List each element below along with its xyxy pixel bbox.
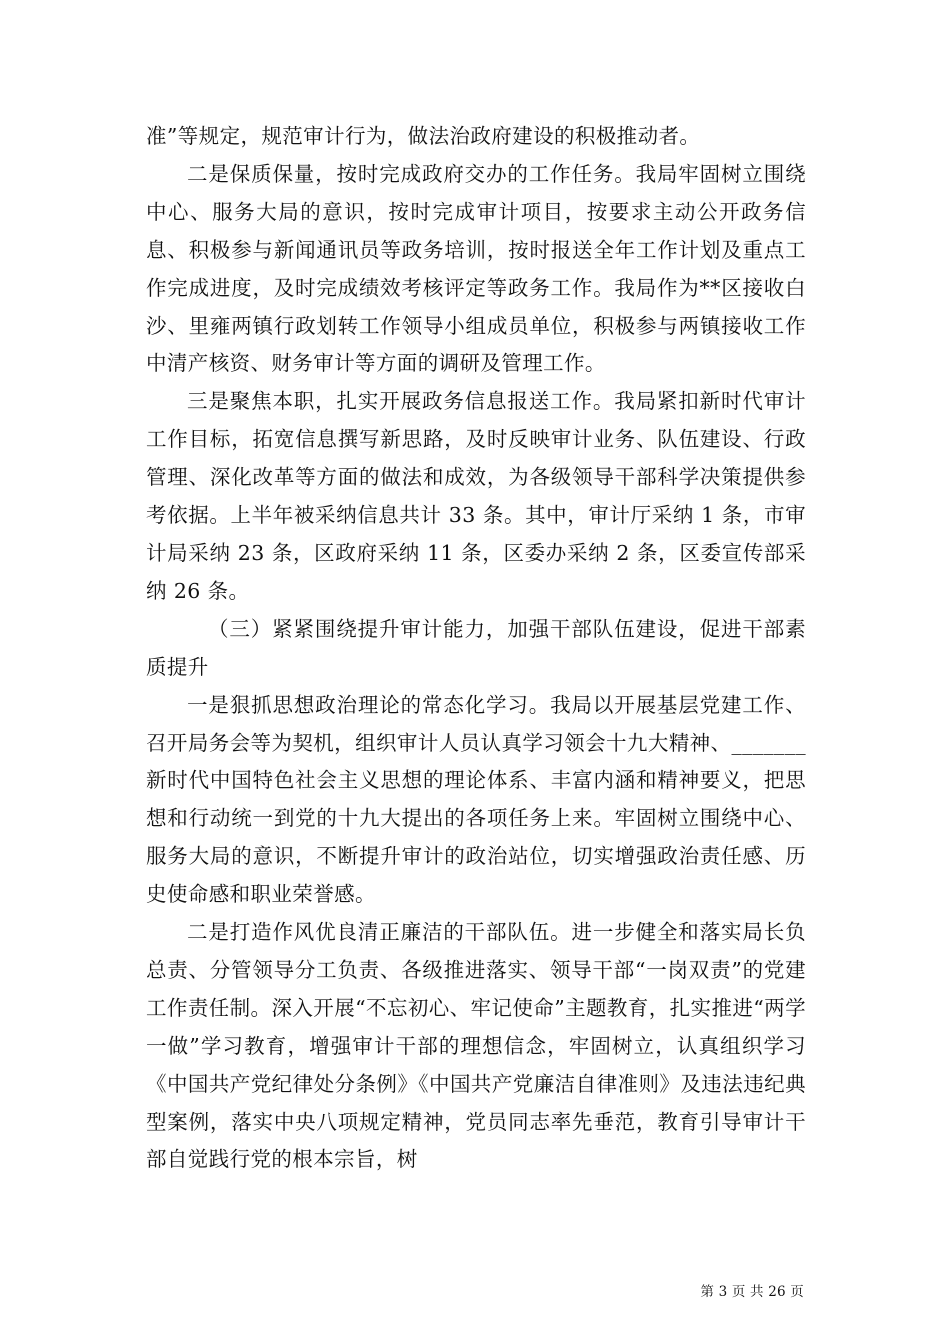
paragraph-clean-team: 二是打造作风优良清正廉洁的干部队伍。进一步健全和落实局长负总责、分管领导分工负责、各级推进落实、领导干部“一岗双责”的党建工作责任制。深入开展“不忘初心、牢记使命”主题教育，扎实推进“两学一做”学习教育，增强审计干部的理想信念，牢固树立，认真组织学习《中国共产党纪律处分条例》《中国共产党廉洁自律准则》及违法违纪典型案例，落实中央八项规定精神，党员同志率先垂范，教育引导审计干部自觉践行党的根本宗旨，树 — [146, 920, 806, 1172]
paragraph-political-study: 一是狠抓思想政治理论的常态化学习。我局以开展基层党建工作、召开局务会等为契机，组织审计人员认真学习领会十九大精神、_______新时代中国特色社会主义思想的理论体系、丰富内涵和精神要义，把思想和行动统一到党的十九大提出的各项任务上来。牢固树立围绕中心、服务大局的意识，不断提升审计的政治站位，切实增强政治责任感、历史使命感和职业荣誉感。 — [146, 692, 806, 907]
paragraph-continuation: 准”等规定，规范审计行为，做法治政府建设的积极推动者。 — [146, 124, 701, 148]
document-body — [146, 118, 806, 1179]
paragraph-information-reporting: 三是聚焦本职，扎实开展政务信息报送工作。我局紧扣新时代审计工作目标，拓宽信息撰写新思路，及时反映审计业务、队伍建设、行政管理、深化改革等方面的做法和成效，为各级领导干部科学决策提供参考依据。上半年被采纳信息共计 33 条。其中，审计厅采纳 1 条，市审计局采纳 23 条，区政府采纳 11 条，区委办采纳 2 条，区委宣传部采纳 26 条。 — [146, 389, 806, 603]
paragraph-government-tasks: 二是保质保量，按时完成政府交办的工作任务。我局牢固树立围绕中心、服务大局的意识，按时完成审计项目，按要求主动公开政务信息、积极参与新闻通讯员等政务培训，按时报送全年工作计划及重点工作完成进度，及时完成绩效考核评定等政务工作。我局作为**区接收白沙、里雍两镇行政划转工作领导小组成员单位，积极参与两镇接收工作中清产核资、财务审计等方面的调研及管理工作。 — [146, 161, 806, 376]
section-heading-team-building: （三）紧紧围绕提升审计能力，加强干部队伍建设，促进干部素质提升 — [146, 616, 806, 679]
page-number-footer: 第 3 页 共 26 页 — [700, 1284, 804, 1300]
